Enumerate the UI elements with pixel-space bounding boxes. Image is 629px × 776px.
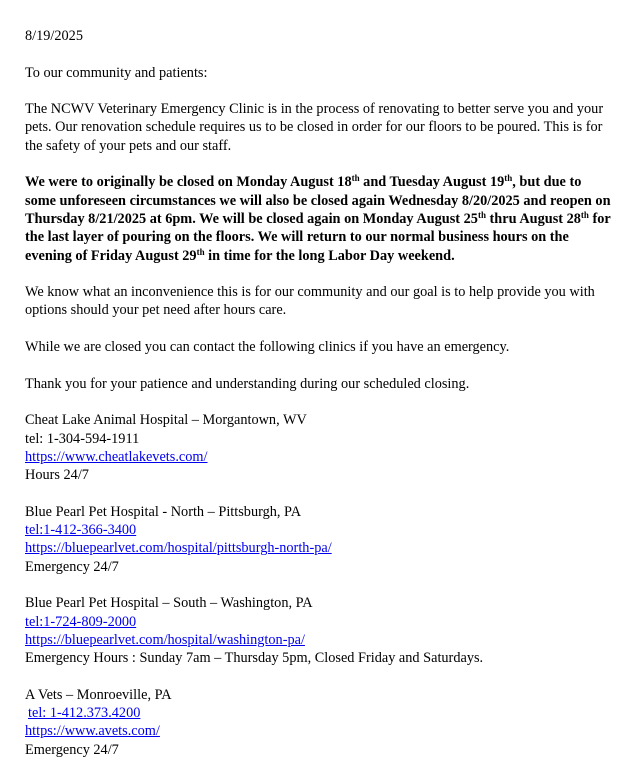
clinic-hours: Emergency 24/7 [25,558,119,575]
closure-text: for [588,210,611,227]
clinic-entry-blue-pearl-north [25,503,623,576]
clinic-hours: Emergency Hours : Sunday 7am – Thursday 5pm, Closed Friday and Saturdays. [25,650,484,667]
clinic-name: A Vets – Monroeville, PA [25,686,172,703]
inconvenience-line: We know what an inconvenience this is for our community and our goal is to help provide you with [25,284,595,301]
closure-notice-paragraph [25,173,623,264]
clinic-website-link[interactable]: https://www.avets.com/ [25,723,160,740]
ordinal-suffix: th [351,173,360,184]
intro-paragraph [25,100,623,155]
clinic-phone-link[interactable]: tel:1-724-809-2000 [25,613,137,630]
closure-line: some unforeseen circumstances we will also be closed again Wednesday 8/20/2025 and reopen on [25,192,611,209]
closure-text: We were to originally be closed on Monday August 18 [25,174,352,191]
clinic-entry-cheat-lake [25,411,623,484]
clinic-entry-blue-pearl-south [25,594,623,667]
inconvenience-line: options should your pet need after hours care. [25,302,287,319]
intro-line: pets. Our renovation schedule requires us to be closed in order for our floors to be poured. This is for [25,119,603,136]
clinic-name: Blue Pearl Pet Hospital - North – Pittsburgh, PA [25,503,302,520]
inconvenience-paragraph [25,283,623,320]
ordinal-suffix: th [580,209,589,220]
clinic-list [25,411,623,759]
clinic-hours: Hours 24/7 [25,467,89,484]
clinic-entry-a-vets [25,686,623,759]
intro-line: The NCWV Veterinary Emergency Clinic is in the process of renovating to better serve you and your [25,101,604,118]
closure-text: evening of Friday August 29 [25,247,197,264]
clinic-name: Blue Pearl Pet Hospital – South – Washington, PA [25,595,313,612]
clinic-phone-link[interactable]: tel:1-412-366-3400 [25,522,137,539]
clinic-website-link[interactable]: https://www.cheatlakevets.com/ [25,448,208,465]
clinic-name: Cheat Lake Animal Hospital – Morgantown, WV [25,412,307,429]
ordinal-suffix: th [477,209,486,220]
closure-text: Thursday 8/21/2025 at 6pm. We will be closed again on Monday August 25 [25,210,478,227]
closure-text: in time for the long Labor Day weekend. [204,247,455,264]
letter-date: 8/19/2025 [25,28,83,44]
clinic-phone-link[interactable]: tel: 1-412.373.4200 [28,704,141,721]
thanks-note: Thank you for your patience and understanding during our scheduled closing. [25,375,470,392]
ordinal-suffix: th [504,173,513,184]
clinic-phone: tel: 1-304-594-1911 [25,430,140,447]
intro-line: the safety of your pets and our staff. [25,137,232,154]
ordinal-suffix: th [196,246,205,257]
closure-text: thru August 28 [485,210,581,227]
closure-line [25,173,623,191]
letter-greeting: To our community and patients: [25,64,208,81]
closure-text: and Tuesday August 19 [359,174,505,191]
clinic-website-link[interactable]: https://bluepearlvet.com/hospital/pittsburgh-north-pa/ [25,540,332,557]
clinic-hours: Emergency 24/7 [25,741,119,758]
contact-note: While we are closed you can contact the following clinics if you have an emergency. [25,339,510,356]
letter-page [25,27,623,759]
clinic-website-link[interactable]: https://bluepearlvet.com/hospital/washington-pa/ [25,631,305,648]
closure-line [25,247,623,265]
closure-text: , but due to [512,174,582,191]
closure-line: the last layer of pouring on the floors. We will return to our normal business hours on the [25,229,569,246]
closure-line [25,210,623,228]
